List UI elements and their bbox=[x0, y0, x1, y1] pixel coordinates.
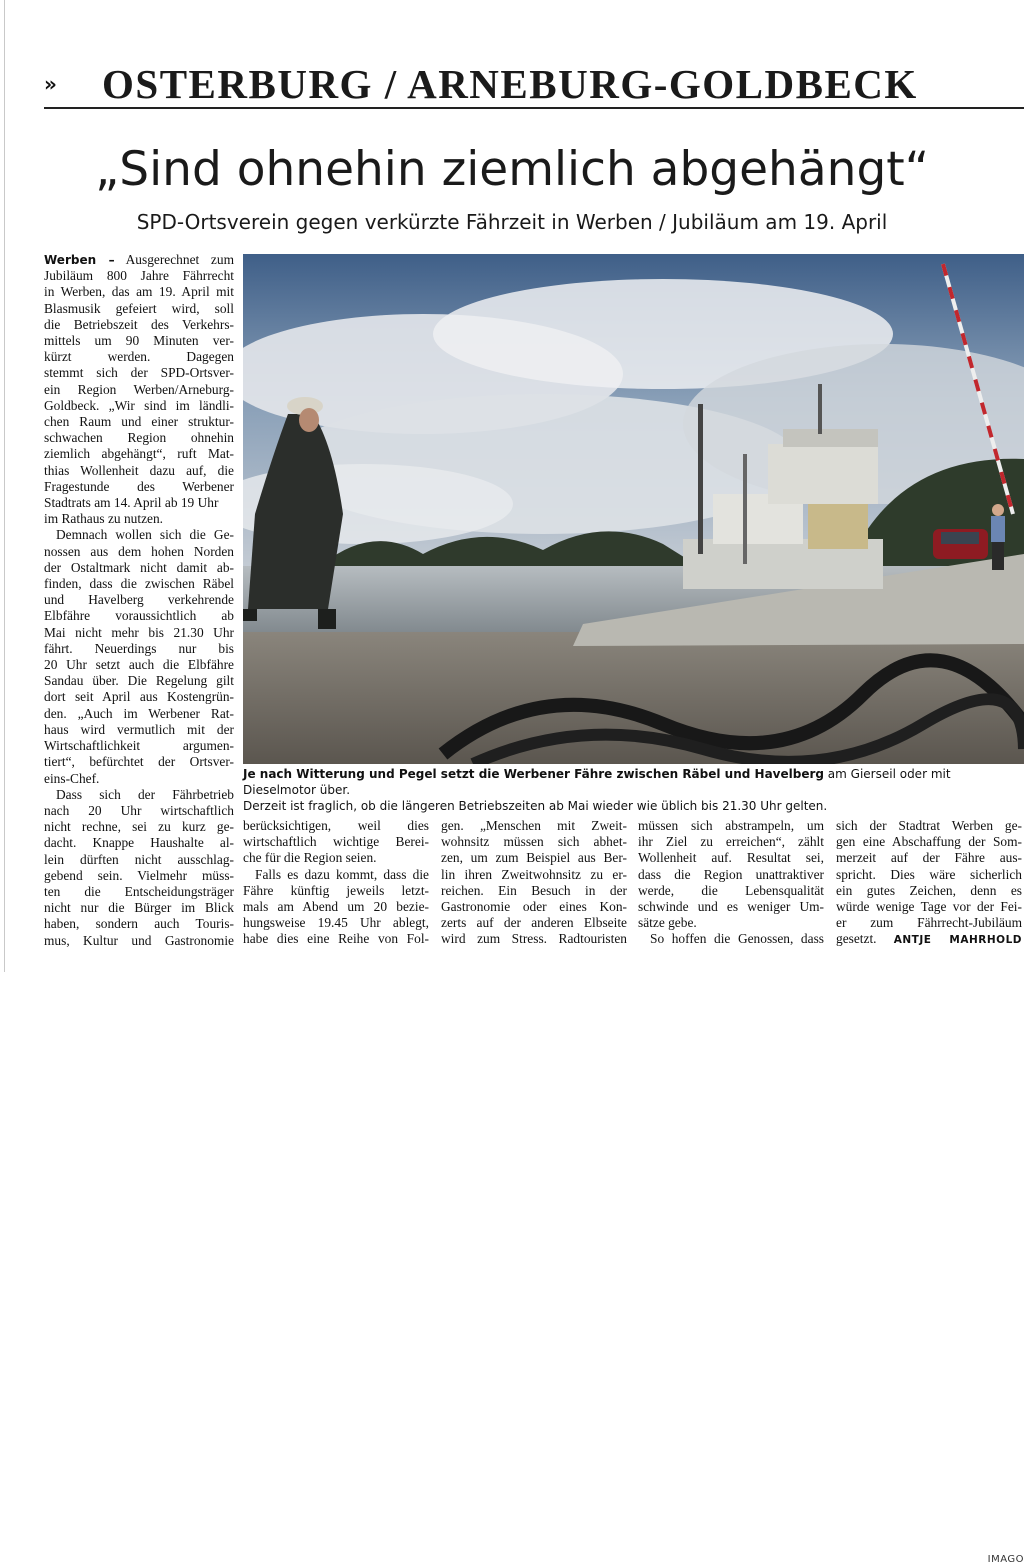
rubric-marker: » bbox=[44, 72, 57, 96]
text-line-with-author bbox=[836, 931, 1022, 948]
paragraph-3 bbox=[44, 787, 234, 949]
text-line: 20 Uhr setzt auch die Elbfähre bbox=[44, 657, 234, 673]
text-line: Jubiläum 800 Jahre Fährrecht bbox=[44, 268, 234, 284]
caption-lead: Je nach Witterung und Pegel setzt die Werbener Fähre zwischen Räbel und Havelberg bbox=[243, 767, 824, 781]
text-line: haben, sondern auch Touris- bbox=[44, 916, 234, 932]
text-line: er zum Fährrecht-Jubiläum bbox=[836, 915, 1022, 931]
text-line: Fähre künftig jeweils letzt- bbox=[243, 882, 429, 898]
text-line: nicht rechne, sei zu kurz ge- bbox=[44, 819, 234, 835]
text-line: werde, die Lebensqualität bbox=[638, 882, 824, 898]
text-line: dass die Region unattraktiver bbox=[638, 866, 824, 882]
article-subheadline: SPD-Ortsverein gegen verkürzte Fährzeit in Werben / Jubiläum am 19. April bbox=[136, 210, 888, 234]
photo-credit: IMAGO bbox=[987, 1554, 1024, 1565]
text-line: nach 20 Uhr wirtschaftlich bbox=[44, 802, 234, 818]
text-line: in Werben, das am 19. April mit bbox=[44, 284, 234, 300]
text-line: Dass sich der Fährbetrieb bbox=[56, 786, 234, 802]
text-line: zerts auf der anderen Elbseite bbox=[441, 915, 627, 931]
article-column-5 bbox=[836, 818, 1022, 949]
rubric-divider bbox=[44, 107, 1024, 109]
text-line: mals am Abend um 20 bezie- bbox=[243, 899, 429, 915]
text-line: schwachen Region ohnehin bbox=[44, 430, 234, 446]
text-line: ein Region Werben/Arneburg- bbox=[44, 381, 234, 397]
text-line: ein gutes Zeichen, denn es bbox=[836, 882, 1022, 898]
text-line: Ausgerechnet zum bbox=[125, 252, 234, 267]
text-line: die Betriebszeit des Verkehrs- bbox=[44, 316, 234, 332]
article-headline: „Sind ohnehin ziemlich abgehängt“ bbox=[94, 142, 930, 197]
text-line: ziemlich abgehängt“, ruft Mat- bbox=[44, 446, 234, 462]
text-line: gen eine Abschaffung der Som- bbox=[836, 834, 1022, 850]
text-line: Goldbeck. „Wir sind im ländli- bbox=[44, 397, 234, 413]
text-line: hungsweise 19.45 Uhr ablegt, bbox=[243, 915, 429, 931]
text-line: dort seit April aus Kostengrün- bbox=[44, 689, 234, 705]
text-line: habe dies eine Reihe von Fol- bbox=[243, 931, 429, 947]
text-line: wird zum Stress. Radtouristen bbox=[441, 931, 627, 947]
text-line: reichen. Ein Besuch in der bbox=[441, 882, 627, 898]
paragraph-1 bbox=[44, 252, 234, 527]
caption-line-2: Derzeit ist fraglich, ob die längeren Betriebszeiten ab Mai wieder wie üblich bis 21.30 Uhr gelten. bbox=[243, 799, 828, 813]
text-line: Blasmusik gefeiert wird, soll bbox=[44, 300, 234, 316]
text-line: wirtschaftlich wichtige Berei- bbox=[243, 834, 429, 850]
text-line: nicht nur die Bürger im Blick bbox=[44, 900, 234, 916]
text-line: zen, um zum Beispiel aus Ber- bbox=[441, 850, 627, 866]
text-line: mus, Kultur und Gastronomie bbox=[44, 932, 234, 948]
text-line: Sandau über. Die Regelung gilt bbox=[44, 673, 234, 689]
text-line: wohnsitz müssen sich abhet- bbox=[441, 834, 627, 850]
text-line: nossen aus dem hohen Norden bbox=[44, 543, 234, 559]
section-title: OSTERBURG / ARNEBURG-GOLDBECK bbox=[102, 61, 918, 107]
text-line: ten die Entscheidungsträger bbox=[44, 883, 234, 899]
text-line: dacht. Knappe Haushalte al- bbox=[44, 835, 234, 851]
text-line: Wollenheit auf. Resultat sei, bbox=[638, 850, 824, 866]
author-name: ANTJE MAHRHOLD bbox=[893, 934, 1022, 947]
text-line: Mai nicht mehr bis 21.30 Uhr bbox=[44, 624, 234, 640]
text-line: lin ihren Zweitwohnsitz zu er- bbox=[441, 866, 627, 882]
text-line: merzeit auf der Fähre aus- bbox=[836, 850, 1022, 866]
ferry-photo bbox=[243, 254, 1024, 764]
text-line: sich der Stadtrat Werben ge- bbox=[836, 818, 1022, 833]
text-line: Elbfähre voraussichtlich ab bbox=[44, 608, 234, 624]
text-line: lein dürften nicht ausschlag- bbox=[44, 851, 234, 867]
text-line: thias Wollenheit dazu auf, die bbox=[44, 462, 234, 478]
article-column-3 bbox=[441, 818, 627, 948]
text-line: che für die Region seien. bbox=[243, 850, 377, 866]
text-line: schwinde und es weniger Um- bbox=[638, 899, 824, 915]
text-line: kürzt werden. Dagegen bbox=[44, 349, 234, 365]
text-line: ihr Ziel zu erreichen“, zählt bbox=[638, 834, 824, 850]
text-line: im Rathaus zu nutzen. bbox=[44, 511, 163, 527]
text-line: und Havelberg verkehrende bbox=[44, 592, 234, 608]
text-line: tiert“, befürchtet der Ortsver- bbox=[44, 754, 234, 770]
text-line: Gastronomie oder eines Kon- bbox=[441, 899, 627, 915]
text-line: fährt. Neuerdings nur bis bbox=[44, 640, 234, 656]
text-line: gebend sein. Vielmehr müss- bbox=[44, 867, 234, 883]
text-line: Demnach wollen sich die Ge- bbox=[56, 527, 234, 543]
text-line: Stadtrats am 14. April ab 19 Uhr bbox=[44, 495, 219, 511]
dateline: Werben – bbox=[44, 253, 115, 267]
text-line: chen Raum und einer struktur- bbox=[44, 414, 234, 430]
text-line: der Ostaltmark nicht damit ab- bbox=[44, 559, 234, 575]
text-line: So hoffen die Genossen, dass bbox=[650, 931, 824, 947]
text-line: den. „Auch im Werbener Rat- bbox=[44, 705, 234, 721]
text-line: müssen sich abstrampeln, um bbox=[638, 818, 824, 833]
text-line: haus wird vermutlich mit der bbox=[44, 721, 234, 737]
article-column-1 bbox=[44, 252, 234, 949]
text-line: Wirtschaftlichkeit argumen- bbox=[44, 738, 234, 754]
text-line: eins-Chef. bbox=[44, 770, 100, 786]
text-line: sätze gebe. bbox=[638, 915, 697, 931]
text-line: gen. „Menschen mit Zweit- bbox=[441, 818, 627, 833]
paragraph-2 bbox=[44, 527, 234, 786]
text-line: stemmt sich der SPD-Ortsver- bbox=[44, 365, 234, 381]
text-line: gesetzt. bbox=[836, 931, 877, 947]
text-line: würde wenige Tage vor der Fei- bbox=[836, 899, 1022, 915]
caption-rest: am Gierseil oder mit Dieselmotor über. bbox=[243, 767, 951, 797]
text-line: mittels um 90 Minuten ver- bbox=[44, 333, 234, 349]
text-line: finden, dass die zwischen Räbel bbox=[44, 576, 234, 592]
text-line: Falls es dazu kommt, dass die bbox=[255, 866, 429, 882]
red-car bbox=[933, 529, 988, 559]
text-line: berücksichtigen, weil dies bbox=[243, 818, 429, 833]
section-rubric bbox=[44, 58, 1024, 106]
text-line: Fragestunde des Werbener bbox=[44, 478, 234, 494]
article-column-2 bbox=[243, 818, 429, 948]
article-column-4 bbox=[638, 818, 824, 948]
text-line: spricht. Dies wäre sicherlich bbox=[836, 866, 1022, 882]
